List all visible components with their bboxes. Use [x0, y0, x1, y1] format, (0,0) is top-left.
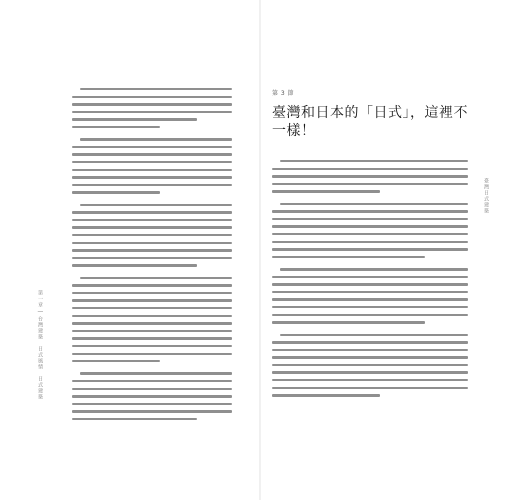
- right-running-head: 臺灣日式建築: [483, 178, 489, 214]
- left-paragraph-5: [72, 372, 232, 420]
- right-paragraph-2: [272, 203, 468, 258]
- left-page-body: [72, 88, 232, 430]
- left-paragraph-4: [72, 277, 232, 363]
- left-paragraph-1: [72, 88, 232, 128]
- left-paragraph-2: [72, 138, 232, 193]
- section-label: 第 3 節: [272, 90, 295, 97]
- right-paragraph-1: [272, 160, 468, 193]
- left-running-head: 第一章 | 台灣建築 日式風情 日式建築: [37, 290, 43, 400]
- right-page-body: [272, 88, 468, 407]
- left-paragraph-3: [72, 204, 232, 267]
- section-title: 臺灣和日本的「日式」，這裡不一樣！: [272, 105, 468, 139]
- right-paragraph-3: [272, 268, 468, 323]
- right-paragraph-4: [272, 334, 468, 397]
- book-gutter: [259, 0, 261, 500]
